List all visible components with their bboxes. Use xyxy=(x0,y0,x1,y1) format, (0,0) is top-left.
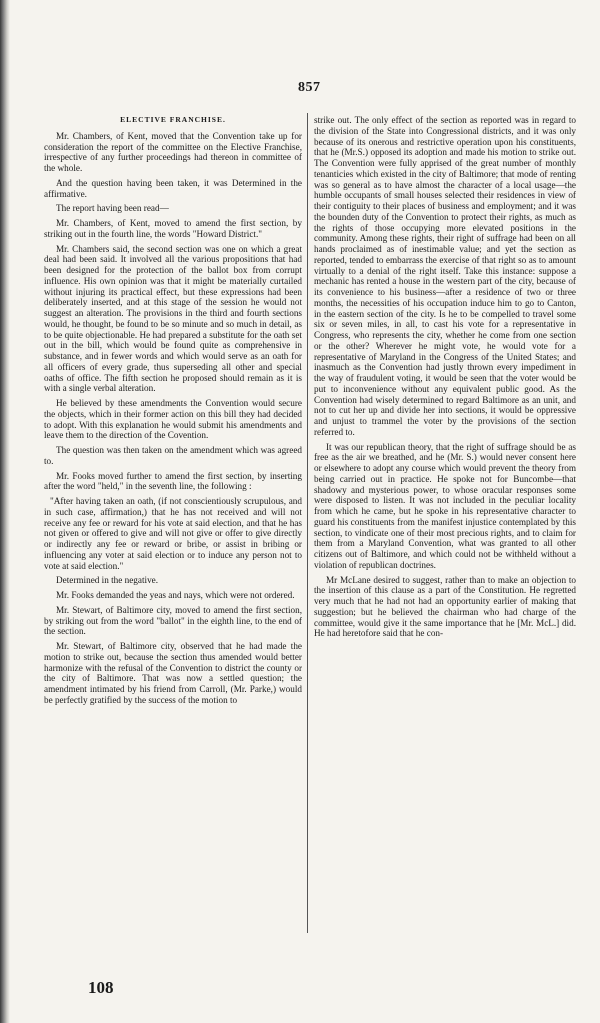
paragraph: Mr. Stewart, of Baltimore city, observed that he had made the motion to strike out, because the section thus amended would better harmonize with the refusal of the Convention to district the county or the city of Baltimore. That was now a settled question; the amendment intimated by his friend from Carroll, (Mr. Parke,) would be perfectly gratified by the success of the motion to xyxy=(44,641,302,705)
paragraph: It was our republican theory, that the right of suffrage should be as free as the air we breathed, and he (Mr. S.) would never consent here or elsewhere to adopt any course which would prevent the theory from being carried out in practice. He spoke not for Buncombe—that shadowy and mysterious power, to whose oracular responses some were disposed to listen. It was not included in the peculiar locality from which he came, but he spoke in his representative character to guard his constituents from the manifest injustice contemplated by this section, to vindicate one of their most precious rights, and to claim for them from a Maryland Convention, what was granted to all other citizens out of Baltimore, and which could not be withheld without a violation of republican doctrines. xyxy=(314,441,576,570)
paragraph: Mr. Chambers said, the second section was one on which a great deal had been said. It involved all the various propositions that had been designed for the protection of the ballot box from corrupt influence. His own opinion was that it might be materially curtailed without injuring its practical effect, but these expressions had been deliberately inserted, and at this stage of the session he would not suggest an alteration. The provisions in the third and fourth sections would, he thought, be found to be so minute and so much in detail, as to be quite objectionable. He had prepared a substitute for the oath set out in the bill, which would be found quite as comprehensive in substance, and in fewer words and which would serve as an oath for all officers of every grade, thus superseding all other and special oaths of office. The fifth section he proposed should remain as it is with a single verbal alteration. xyxy=(44,243,302,394)
paragraph: And the question having been taken, it was Determined in the affirmative. xyxy=(44,177,302,199)
left-column xyxy=(44,115,302,710)
paragraph: Mr McLane desired to suggest, rather than to make an objection to the insertion of this clause as a part of the Constitution. He regretted very much that he had not had an opportunity earlier of making that suggestion; but he believed the chairman who had charge of the committee, would give it the same importance that he [Mr. McL.] did. He had heretofore said that he con- xyxy=(314,574,576,639)
paragraph: Determined in the negative. xyxy=(56,575,159,586)
paragraph: The question was then taken on the amendment which was agreed to. xyxy=(44,445,302,466)
right-column xyxy=(314,115,576,643)
book-binding-edge xyxy=(0,0,10,1023)
paragraph: He believed by these amendments the Convention would secure the objects, which in their former action on this bill they had decided to adopt. With this explanation he would submit his amendments and leave them to the direction of the Covention. xyxy=(44,398,302,441)
paragraph: Mr. Chambers, of Kent, moved that the Convention take up for consideration the report of the committee on the Elective Franchise, irrespective of any further proceedings had thereon in committee of the whole. xyxy=(44,130,302,173)
paragraph: Mr. Fooks demanded the yeas and nays, which were not ordered. xyxy=(56,590,295,600)
paragraph: The report having been read— xyxy=(56,203,169,214)
paragraph: strike out. The only effect of the section as reported was in regard to the division of the State into Congressional districts, and it was only because of its onerous and restrictive operation upon his constituents, that he (Mr.S.) opposed its adoption and made his motion to strike out. The Convention were fully apprised of the great number of monthly tenanticies which existed in the city of Baltimore; that mode of renting was so general as to have almost the character of a local usage—the humble occupants of small houses selected their residences in view of their contiguity to their places of business and employment; and it was the bounden duty of the Convention to protect their rights, as much as the rights of those occupying more elevated positions in the community. Among these rights, their right of suffrage had been on all hands proclaimed as of inestimable value; and yet the section as reported, tended to embarrass the exercise of that right so as to amount virtually to a denial of the right itself. Take this instance: suppose a mechanic has rented a house in the western part of the city, because of its convenience to his business—after a residence of two or three months, the necessities of his occupation induce him to go to Canton, in the eastern section of the city. Is he to be compelled to travel some six or seven miles, in all, to cast his vote for a representative in Congress, who represents the city, whether he come from one section or the other? Wherever he might vote, he would vote for a representative of Maryland in the Congress of the United States; and inasmuch as the Convention had justly thrown every impediment in the way of fraudulent voting, it would be seen that the voter would be put to inconvenience without any equivalent public good. As the Convention had wisely determined to regard Baltimore as an unit, and not to cut her up and divide her into sections, it would be oppressive and unjust to trammel the voter by the provisions of the section referred to. xyxy=(314,115,576,437)
page-number: 857 xyxy=(298,80,321,95)
paragraph: Mr. Stewart, of Baltimore city, moved to amend the first section, by striking out from the word "ballot" in the eighth line, to the end of the section. xyxy=(44,604,302,637)
quoted-amendment: "After having taken an oath, (if not conscientiously scrupulous, and in such case, affirmation,) that he has not received and will not receive any fee or reward for his vote at said election, and that he has not given or offered to give and will not give or offer to give directly or indirectly any fee or reward or bribe, or assist in bribing or influencing any voter at said election or to induce any person not to vote at said election." xyxy=(44,496,302,571)
section-heading: ELECTIVE FRANCHISE. xyxy=(120,115,226,124)
signature-mark: 108 xyxy=(88,978,114,997)
column-divider xyxy=(307,113,308,933)
paragraph: Mr. Fooks moved further to amend the first section, by inserting after the word "held," in the seventh line, the following : xyxy=(44,470,302,492)
paragraph: Mr. Chambers, of Kent, moved to amend the first section, by striking out in the fourth line, the words "Howard District." xyxy=(44,218,302,239)
